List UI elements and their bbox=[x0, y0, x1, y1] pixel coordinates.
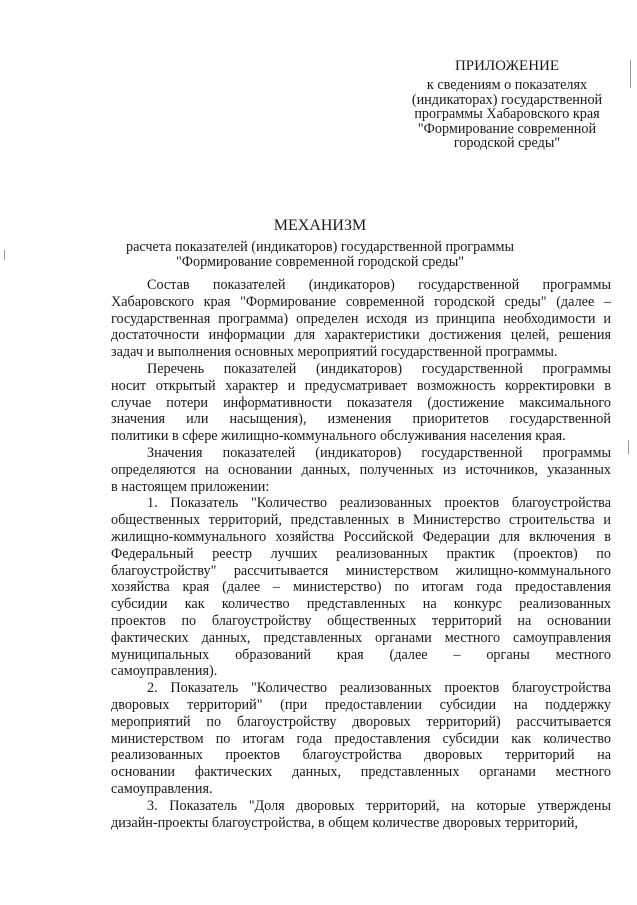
paragraph-line: 1. Показатель "Количество реализованных проектов благоустройства bbox=[147, 495, 611, 512]
paragraph-line: носит открытый характер и предусматривает возможность корректировки в bbox=[111, 377, 611, 394]
scan-artifact bbox=[630, 60, 631, 88]
appendix-line: программы Хабаровского края bbox=[414, 106, 600, 123]
paragraph-line: политики в сфере жилищно-коммунального обслуживания населения края. bbox=[111, 428, 566, 445]
paragraph-line: субсидии как количество представленных на конкурс реализованных bbox=[111, 596, 611, 613]
paragraph-line: общественных территорий, представленных в Министерство строительства и bbox=[111, 512, 611, 529]
paragraph bbox=[111, 277, 611, 361]
paragraph-line: в настоящем приложении: bbox=[111, 478, 270, 495]
paragraph-line: проектов по благоустройству общественных территорий на основании bbox=[111, 612, 611, 629]
appendix-line: (индикаторах) государственной bbox=[411, 91, 603, 108]
paragraph-line: жилищно-коммунального хозяйства Российской Федерации для включения в bbox=[111, 528, 611, 545]
paragraph-line: достаточности информации для характеристики достижения целей, решения bbox=[111, 327, 611, 344]
paragraph-line: самоуправления. bbox=[111, 780, 213, 797]
paragraph-line: основании фактических данных, представленных органами местного bbox=[111, 764, 611, 781]
paragraph-line: министерством по итогам года предоставления субсидии как количество bbox=[111, 730, 611, 747]
appendix-header bbox=[392, 58, 622, 151]
paragraph-line: фактических данных, представленных органами местного самоуправления bbox=[111, 629, 611, 646]
paragraph-line: Значения показателей (индикаторов) государственной программы bbox=[147, 444, 611, 461]
paragraph-line: Федеральный реестр лучших реализованных практик (проектов) по bbox=[111, 545, 611, 562]
paragraph-line: дворовых территорий" (при предоставлении субсидии на поддержку bbox=[111, 696, 611, 713]
appendix-line: к сведениям о показателях bbox=[426, 77, 588, 93]
paragraph-line: случае потери информативности показателя (достижение максимального bbox=[111, 394, 611, 411]
paragraph-line: хозяйства края (далее – министерство) по итогам года предоставления bbox=[111, 579, 611, 596]
paragraph-line: благоустройству" рассчитывается министерством жилищно-коммунального bbox=[111, 562, 611, 579]
paragraph-line: 3. Показатель "Доля дворовых территорий, на которые утверждены bbox=[147, 797, 611, 814]
scan-artifact bbox=[628, 440, 629, 454]
paragraph-line: Хабаровского края "Формирование современной городской среды" (далее – bbox=[111, 293, 611, 310]
document-title-block bbox=[110, 217, 530, 270]
paragraph bbox=[111, 798, 611, 832]
paragraph-line: значения или насыщения), изменения приоритетов государственной bbox=[111, 411, 611, 428]
subtitle-line: расчета показателей (индикаторов) государственной программы bbox=[126, 239, 514, 255]
paragraph-line: самоуправления). bbox=[111, 663, 218, 680]
scan-artifact bbox=[4, 250, 5, 260]
paragraph-line: мероприятий по благоустройству дворовых территорий) рассчитывается bbox=[111, 713, 611, 730]
paragraph-line: определяются на основании данных, полученных из источников, указанных bbox=[111, 461, 611, 478]
paragraph bbox=[111, 361, 611, 445]
paragraph-line: муниципальных образований края (далее – органы местного bbox=[111, 646, 611, 663]
paragraph-line: дизайн-проекты благоустройства, в общем количестве дворовых территорий, bbox=[111, 814, 579, 831]
document-body bbox=[111, 277, 611, 831]
paragraph bbox=[111, 495, 611, 680]
paragraph-line: реализованных проектов благоустройства дворовых территорий на bbox=[111, 747, 611, 764]
paragraph-line: 2. Показатель "Количество реализованных проектов благоустройства bbox=[147, 680, 611, 697]
appendix-title: ПРИЛОЖЕНИЕ bbox=[454, 58, 560, 74]
paragraph-line: государственная программа) определен исходя из принципа необходимости и bbox=[111, 310, 611, 327]
paragraph bbox=[111, 445, 611, 495]
paragraph-line: Перечень показателей (индикаторов) государственной программы bbox=[147, 360, 611, 377]
subtitle-line: "Формирование современной городской среды" bbox=[175, 253, 465, 270]
appendix-line: "Формирование современной bbox=[417, 120, 597, 137]
paragraph bbox=[111, 680, 611, 798]
appendix-line: городской среды" bbox=[453, 135, 561, 152]
paragraph-line: задач и выполнения основных мероприятий государственной программы. bbox=[111, 344, 558, 361]
document-subtitle bbox=[110, 240, 530, 270]
paragraph-line: Состав показателей (индикаторов) государственной программы bbox=[147, 277, 611, 293]
document-title: МЕХАНИЗМ bbox=[273, 217, 367, 234]
